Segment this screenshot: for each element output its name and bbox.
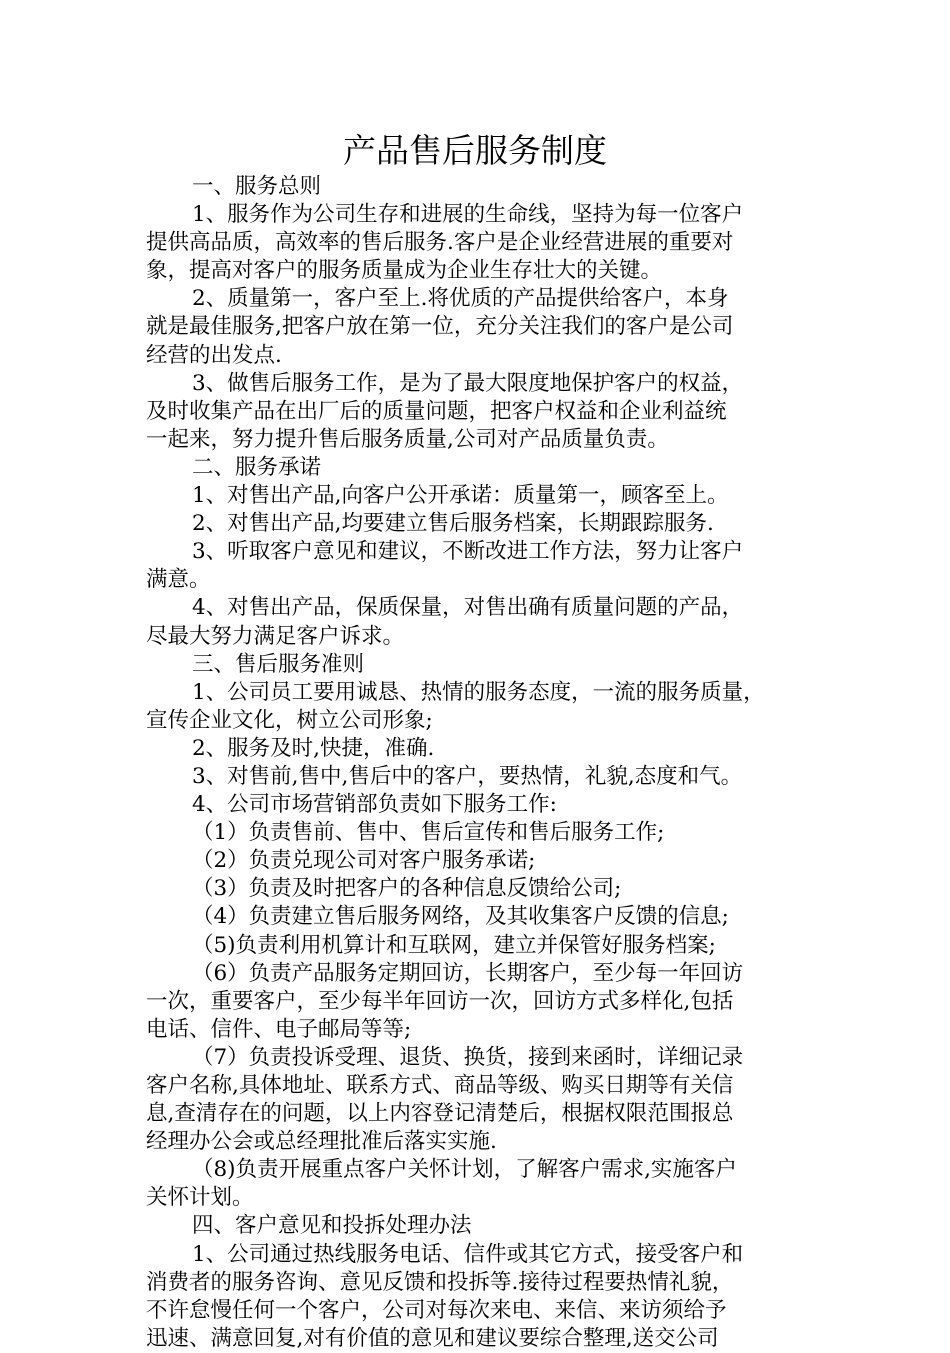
text-line: 及时收集产品在出厂后的质量问题，把客户权益和企业利益统 xyxy=(146,398,727,424)
text-line: 1、服务作为公司生存和进展的生命线，坚持为每一位客户 xyxy=(192,202,744,228)
text-line: 4、对售出产品，保质保量，对售出确有质量问题的产品， xyxy=(192,595,744,621)
text-line: 经理办公会或总经理批准后落实实施. xyxy=(146,1129,497,1155)
text-line: 就是最佳服务,把客户放在第一位，充分关注我们的客户是公司 xyxy=(146,314,734,340)
text-line: 3、做售后服务工作，是为了最大限度地保护客户的权益， xyxy=(192,370,744,396)
text-line: 2、质量第一，客户至上.将优质的产品提供给客户，本身 xyxy=(192,286,729,312)
text-line: 1、公司员工要用诚恳、热情的服务态度，一流的服务质量， xyxy=(192,679,765,705)
text-line: 宣传企业文化，树立公司形象; xyxy=(146,707,433,733)
section-heading: 一、服务总则 xyxy=(192,174,322,199)
text-line: （2）负责兑现公司对客户服务承诺; xyxy=(192,848,536,874)
text-line: （6）负责产品服务定期回访，长期客户，至少每一年回访 xyxy=(192,960,744,986)
text-line: 电话、信件、电子邮局等等; xyxy=(146,1016,412,1042)
text-line: 1、对售出产品,向客户公开承诺：质量第一，顾客至上。 xyxy=(192,483,729,509)
text-line: 客户名称,具体地址、联系方式、商品等级、购买日期等有关信 xyxy=(146,1073,734,1098)
document-body xyxy=(146,173,816,1353)
text-line: 尽最大努力满足客户诉求。 xyxy=(146,623,405,649)
text-line: （7）负责投诉受理、退货、换货，接到来函时，详细记录 xyxy=(192,1044,744,1070)
text-line: 满意。 xyxy=(146,567,211,593)
text-line: 4、公司市场营销部负责如下服务工作: xyxy=(192,792,557,818)
text-line: 一起来，努力提升售后服务质量,公司对产品质量负责。 xyxy=(146,426,669,452)
text-line: 2、服务及时,快捷，准确. xyxy=(192,735,435,761)
text-line: （4）负责建立售后服务网络，及其收集客户反馈的信息; xyxy=(192,904,729,930)
text-line: 3、对售前,售中,售后中的客户，要热情，礼貌,态度和气。 xyxy=(192,763,743,789)
section-heading: 四、客户意见和投拆处理办法 xyxy=(192,1213,472,1239)
text-line: （8)负责开展重点客户关怀计划，了解客户需求,实施客户 xyxy=(192,1157,737,1183)
text-line: 不许怠慢任何一个客户，公司对每次来电、来信、来访须给予 xyxy=(146,1297,727,1323)
document-title: 产品售后服务制度 xyxy=(343,131,607,170)
text-line: 一次，重要客户，至少每半年回访一次，回访方式多样化,包括 xyxy=(146,988,734,1014)
text-line: （5)负责利用机算计和互联网，建立并保管好服务档案; xyxy=(192,932,716,958)
text-line: 关怀计划。 xyxy=(146,1185,254,1211)
text-line: （1）负责售前、售中、售后宣传和售后服务工作; xyxy=(192,820,665,846)
text-line: 消费者的服务咨询、意见反馈和投拆等.接待过程要热情礼貌， xyxy=(146,1269,734,1295)
section-heading: 二、服务承诺 xyxy=(192,454,322,480)
text-line: （3）负责及时把客户的各种信息反馈给公司; xyxy=(192,876,622,902)
text-line: 息,查清存在的问题，以上内容登记清楚后，根据权限范围报总 xyxy=(146,1101,734,1127)
text-line: 象，提高对客户的服务质量成为企业生存壮大的关键。 xyxy=(146,258,663,284)
text-line: 提供高品质，高效率的售后服务.客户是企业经营进展的重要对 xyxy=(146,230,734,256)
text-line: 2、对售出产品,均要建立售后服务档案，长期跟踪服务. xyxy=(192,511,714,537)
text-line: 经营的出发点. xyxy=(146,342,282,368)
text-line: 迅速、满意回复,对有价值的意见和建议要综合整理,送交公司 xyxy=(146,1325,719,1351)
text-line: 1、公司通过热线服务电话、信件或其它方式，接受客户和 xyxy=(192,1241,744,1267)
text-line: 3、听取客户意见和建议，不断改进工作方法，努力让客户 xyxy=(192,539,744,565)
section-heading: 三、售后服务准则 xyxy=(192,651,365,677)
